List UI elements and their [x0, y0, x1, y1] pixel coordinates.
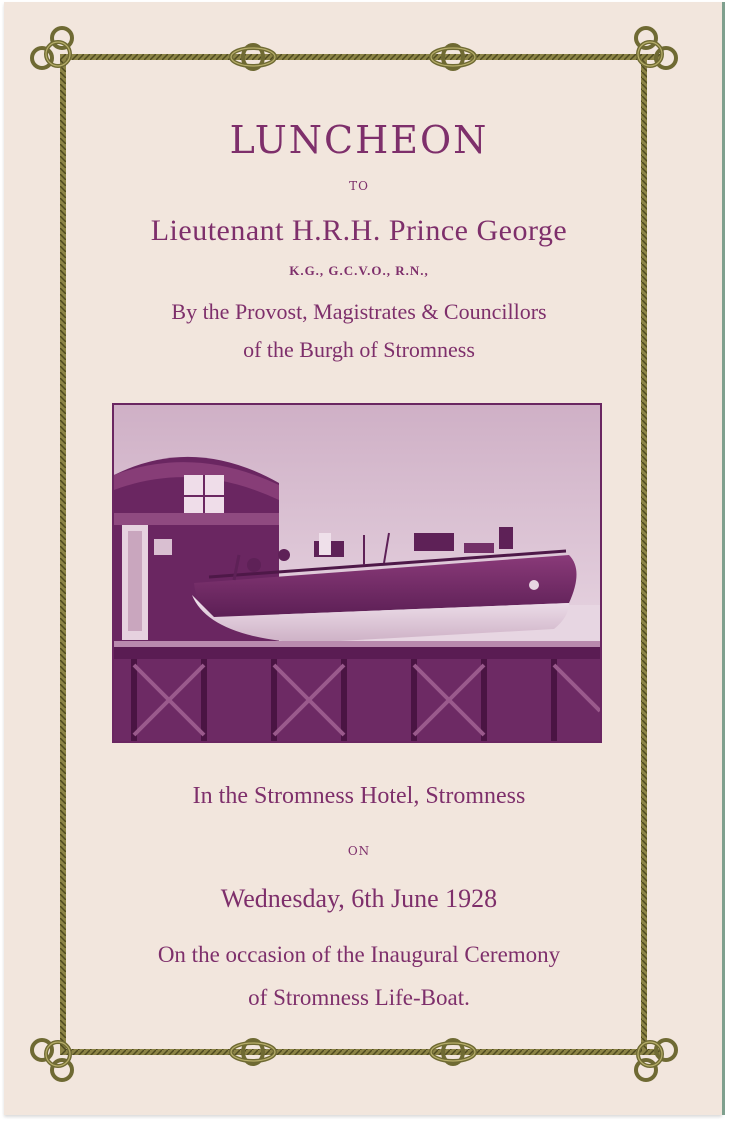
- menu-card: [4, 2, 722, 1115]
- occasion-line-2: of Stromness Life-Boat.: [248, 985, 470, 1010]
- venue-line: In the Stromness Hotel, Stromness: [192, 783, 526, 809]
- honoree-name: Lieutenant H.R.H. Prince George: [150, 214, 568, 247]
- to-label: TO: [349, 179, 369, 193]
- occasion-line-1: On the occasion of the Inaugural Ceremony: [157, 942, 561, 967]
- on-label: ON: [347, 844, 371, 858]
- lifeboat-photo: [112, 403, 602, 743]
- lifeboat-photo-illustration: [114, 405, 600, 741]
- honoree-honors: K.G., G.C.V.O., R.N.,: [289, 263, 429, 278]
- event-date: Wednesday, 6th June 1928: [220, 884, 498, 913]
- host-line-1: By the Provost, Magistrates & Councillors: [171, 299, 547, 324]
- host-line-2: of the Burgh of Stromness: [243, 337, 475, 362]
- menu-title: LUNCHEON: [229, 118, 489, 162]
